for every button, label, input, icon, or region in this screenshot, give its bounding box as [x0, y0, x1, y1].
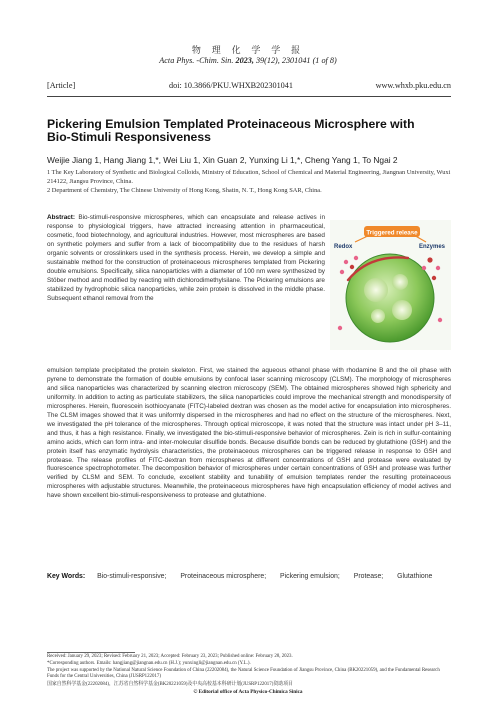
banner-text: Triggered release: [366, 229, 418, 237]
released-particle: [340, 270, 344, 274]
article-doi[interactable]: doi: 10.3866/PKU.WHXB202301041: [169, 81, 293, 90]
citation-issue-pages: (12), 2301041 (1 of 8): [264, 56, 337, 65]
released-particle: [344, 260, 348, 264]
released-particle: [350, 265, 354, 269]
keywords-label: Key Words:: [47, 573, 86, 580]
footnote-corresponding: *Corresponding authors. Emails: hangjiang@jiangnan.edu.cn (H.J.); yunxingli@jiangnan.edu.cn (Y.L.).: [47, 661, 251, 666]
keyword: Protease;: [353, 573, 384, 580]
abstract-text-part1: Bio-stimuli-responsive microspheres, which can encapsulate and release actives in response to physiological triggers, have attracted increasing attention in pharmaceutical, cosmetic, food biotechnology, and agricultural industries. However, most microspheres are based on synthetic polymers and suffer from a lack of biocompatibility due to the residues of harsh organic solvents or crosslinkers used in the synthesis process. Herein, we develop a simple and sustainable method for the construction of proteinaceous microspheres templated from Pickering double emulsions. Specifically, silica nanoparticles with a diameter of 100 nm were synthesized by Stöber method and modified by reacting with dichlorodimethylsilane. The Pickering emulsions are stabilized by hydrophobic silica nanoparticles, while zein protein is dissolved in the middle phase. Subsequent ethanol removal from the: [47, 214, 326, 302]
paper-title: [47, 118, 451, 144]
enzyme-particle: [436, 266, 440, 270]
footnote-received: Received: January 29, 2023; Revised: February 21, 2023; Accepted: February 23, 2023; Published online: February 28, 2023.: [47, 654, 293, 659]
enzymes-label: Enzymes: [419, 244, 446, 250]
journal-website[interactable]: www.whxb.pku.edu.cn: [375, 81, 451, 90]
released-particle: [354, 256, 358, 260]
affiliation-1: 1 The Key Laboratory of Synthetic and Biological Colloids, Ministry of Education, School of Chemical and Material Engineering, Jiangnan University, Wuxi 214122, Jiangsu Province, China.: [47, 169, 451, 185]
microsphere-core: [392, 274, 408, 290]
citation-year: 2023,: [235, 56, 254, 65]
abstract-label: Abstract:: [47, 214, 76, 221]
enzyme-particle: [438, 318, 442, 322]
enzyme-particle: [432, 276, 436, 280]
abstract-bottom: emulsion template precipitated the protein skeleton. First, we stained the aqueous ethanol phase with rhodamine B and the oil phase with pyrene to demonstrate the formation of double emulsions by confocal laser scanning microscopy (CLSM). The morphology of microspheres and silica nanoparticles was characterized by scanning electron microscopy (SEM). The obtained microspheres showed high sphericity and uniformity. In addition to acting as particulate stabilizers, the silica nanoparticles could improve the mechanical strength and monodispersity of microspheres. Herein, fluorescein isothiocyanate (FITC)-labeled dextran was chosen as the model active for encapsulation into microspheres. The CLSM images showed that it was uniformly dispersed in the microspheres and had no effect on the structure of the microspheres. Next, we investigated the pH tolerance of the microspheres. Through optical microscope, it was noted that the structure was intact under pH 3–11, and thus, it has a high resistance. Finally, we investigated the bio-stimuli-responsive behavior of microspheres. Zein is rich in sulfur-containing amino acids, which can form intra- and inter-molecular disulfide bonds. Because disulfide bonds can be reduced by glutathione (GSH) and the protein itself has enzymatic hydrolysis characteristics, the proteinaceous microspheres can be triggered release in response to GSH and protease. The release profiles of FITC-dextran from microspheres at different concentrations of GSH and protease were evaluated by fluorescence spectrophotometer. The decomposition behavior of microspheres under certain concentrations of GSH and protease was further verified by CLSM and SEM. To conclude, excellent stability and tunability of emulsion templates render the resulting proteinaceous microspheres with adjustable structures. Meanwhile, the proteinaceous microspheres have high encapsulation efficiency of model actives and have shown excellent bio-stimuli-responsiveness to protease and glutathione.: [47, 367, 451, 500]
keyword: Glutathione: [397, 573, 433, 580]
keyword: Pickering emulsion;: [280, 573, 340, 580]
keyword: Proteinaceous microsphere;: [180, 573, 267, 580]
author-list: Weijie Jiang 1, Hang Jiang 1,*, Wei Liu 1, Xin Guan 2, Yunxing Li 1,*, Cheng Yang 1, To Ngai 2: [47, 155, 398, 165]
copyright-notice: © Editorial office of Acta Physico-Chimica Sinica: [193, 689, 303, 695]
journal-citation: [0, 56, 496, 65]
enzyme-particle: [427, 257, 432, 262]
keyword: Bio-stimuli-responsive;: [97, 573, 167, 580]
header-rule: [47, 96, 451, 97]
article-meta-row: [47, 81, 451, 93]
graphical-abstract: [330, 220, 451, 350]
microsphere-core: [364, 278, 388, 302]
paper-title-line: Pickering Emulsion Templated Proteinaceous Microsphere with: [47, 117, 415, 131]
citation-journal: Acta Phys. -Chim. Sin.: [159, 56, 234, 65]
microsphere: [346, 254, 434, 342]
footnote-funding: The project was supported by the National Natural Science Foundation of China (22202084), the Natural Science Foundation of Jiangsu Province, China (BK20221059), and the Fundamental Research Funds for the Central Universities, China (JUSRP122017): [47, 668, 440, 680]
graphical-abstract-svg: [330, 220, 451, 350]
journal-chinese-name: 物 理 化 学 学 报: [191, 46, 305, 56]
abstract-top: [47, 214, 325, 304]
footnote-rule: [47, 652, 135, 653]
footnote-funding-cn: 国家自然科学基金(22202084)，江苏省自然科学基金(BK20221059)及中央高校基本科研计划(JUSRP122017)资助项目: [47, 682, 293, 687]
enzyme-particle: [338, 326, 342, 330]
paper-title-line: Bio-Stimuli Responsiveness: [47, 130, 211, 144]
citation-volume: 39: [255, 56, 265, 65]
microsphere-core: [371, 309, 385, 323]
affiliation-2: 2 Department of Chemistry, The Chinese University of Hong Kong, Shatin, N. T., Hong Kong SAR, China.: [47, 187, 322, 194]
redox-label: Redox: [334, 244, 353, 250]
microsphere-core: [392, 300, 412, 320]
keywords-row: [47, 573, 451, 580]
article-type: [Article]: [47, 81, 76, 90]
enzyme-particle: [422, 266, 426, 270]
